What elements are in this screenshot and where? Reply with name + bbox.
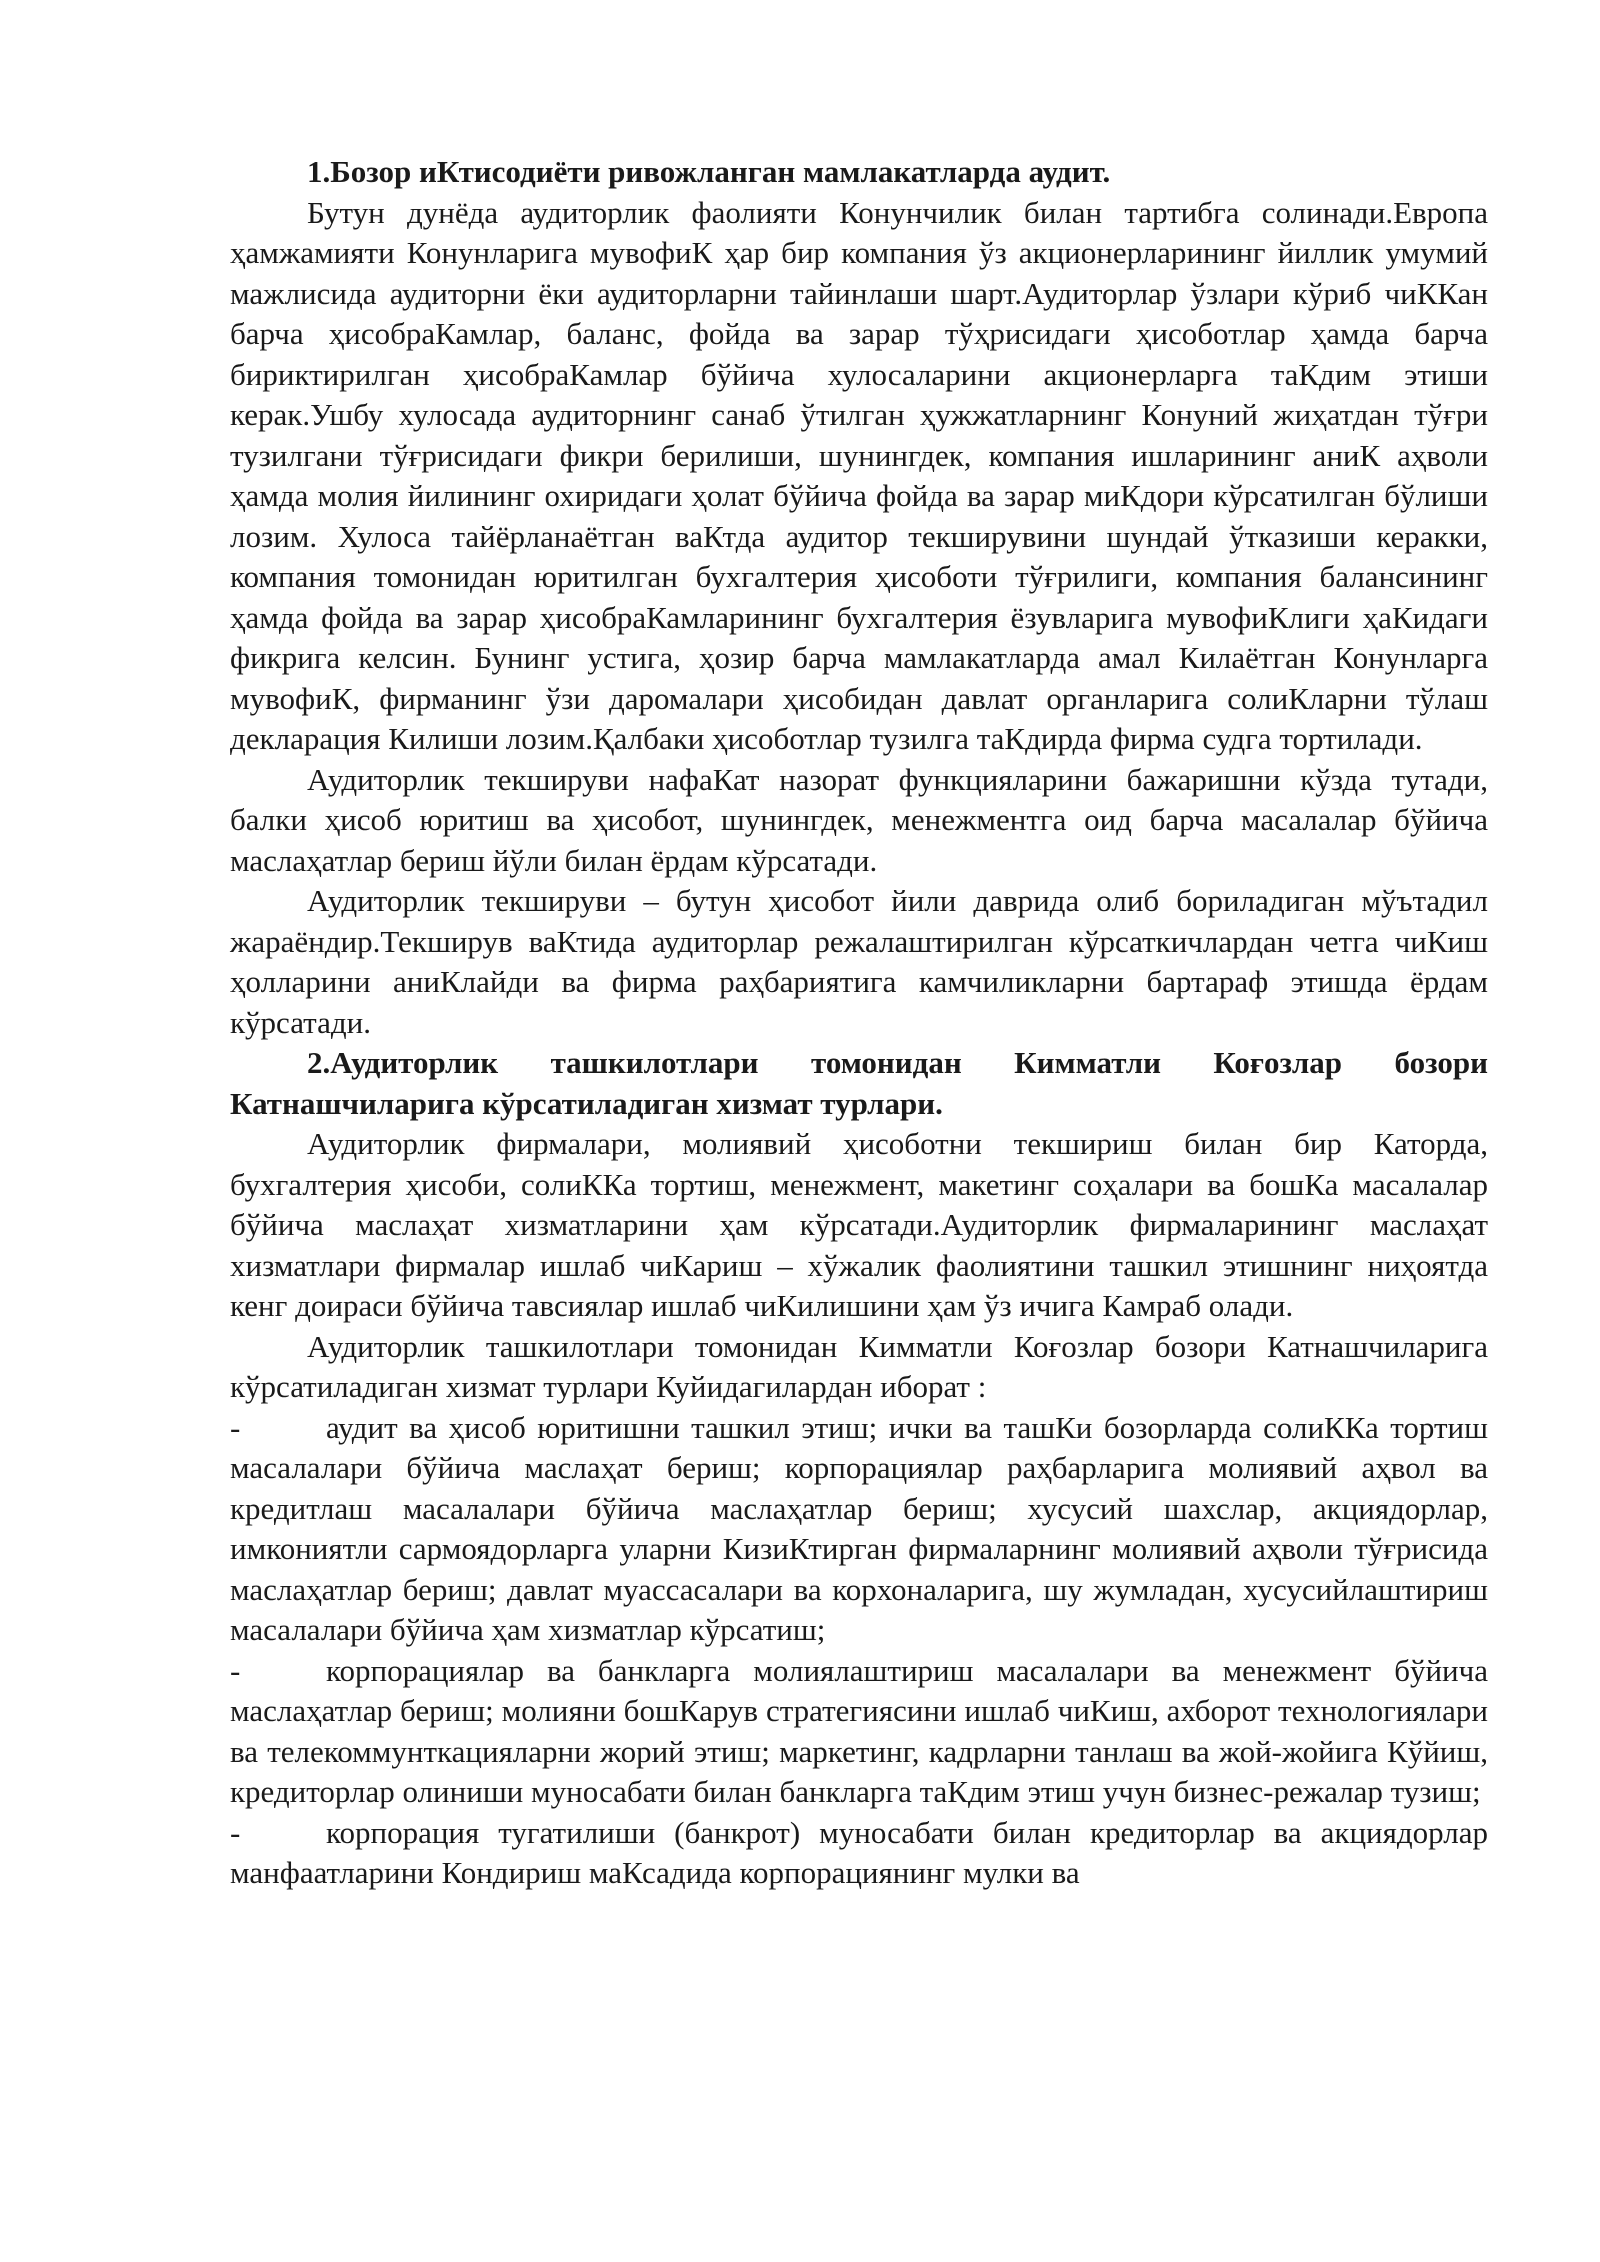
document-page — [230, 152, 1488, 1894]
list-dash: - — [230, 1652, 241, 1688]
list-item — [230, 1651, 1488, 1813]
section-heading-2: 2.Аудиторлик ташкилотлари томонидан Кимматли Коғозлар бозори Катнашчиларига кўрсатиладиган хизмат турлари. — [230, 1045, 1488, 1121]
list-dash: - — [230, 1814, 241, 1850]
paragraph: Аудиторлик ташкилотлари томонидан Кимматли Коғозлар бозори Катнашчиларига кўрсатиладиган хизмат турлари Куйидагилардан иборат : — [230, 1328, 1488, 1404]
list-item-text: корпорация тугатилиши (банкрот) муносабати билан кредиторлар ва акциядорлар манфаатларини Кондириш маКсадида корпорациянинг мулки ва — [230, 1814, 1488, 1890]
list-dash: - — [230, 1409, 241, 1445]
paragraph: Аудиторлик текшируви – бутун ҳисобот йили даврида олиб бориладиган мўътадил жараёндир.Текширув ваКтида аудиторлар режалаштирилган кўрсаткичлардан четга чиКиш ҳолларини аниКлайди ва фирма раҳбариятига камчиликларни бартараф этишда ёрдам кўрсатади. — [230, 883, 1488, 1040]
list-item — [230, 1813, 1488, 1894]
list-item-text: аудит ва ҳисоб юритишни ташкил этиш; ички ва ташКи бозорларда солиККа тортиш масалалари бўйича маслаҳат бериш; корпорациялар раҳбарларига молиявий аҳвол ва кредитлаш масалалари бўйича маслаҳатлар бериш; хусусий шахслар, акциядорлар, имкониятли сармоядорларга уларни КизиКтирган фирмаларнинг молиявий аҳволи тўғрисида маслаҳатлар бериш; давлат муассасалари ва корхоналарига, шу жумладан, хусусийлаштириш масалалари бўйича ҳам хизматлар кўрсатиш; — [230, 1409, 1488, 1647]
section-heading-1: 1.Бозор иКтисодиёти ривожланган мамлакатларда аудит. — [307, 154, 1111, 189]
paragraph: Бутун дунёда аудиторлик фаолияти Конунчилик билан тартибга солинади.Европа ҳамжамияти Конунларига мувофиК ҳар бир компания ўз акционерларининг йиллик умумий мажлисида аудиторни ёки аудиторларни тайинлаши шарт.Аудиторлар ўзлари кўриб чиККан барча ҳисобраКамлар, баланс, фойда ва зарар тўҳрисидаги ҳисоботлар ҳамда барча бириктирилган ҳисобраКамлар бўйича хулосаларини акционерларга таКдим этиши керак.Ушбу хулосада аудиторнинг санаб ўтилган ҳужжатларнинг Конуний жиҳатдан тўғри тузилгани тўғрисидаги фикри берилиши, шунингдек, компания ишларининг аниК аҳволи ҳамда молия йилининг охиридаги ҳолат бўйича фойда ва зарар миКдори кўрсатилган бўлиши лозим. Хулоса тайёрланаётган ваКтда аудитор текширувини шундай ўтказиши керакки, компания томонидан юритилган бухгалтерия ҳисоботи тўғрилиги, компания балансининг ҳамда фойда ва зарар ҳисобраКамларининг бухгалтерия ёзувларига мувофиКлиги ҳаКидаги фикрига келсин. Бунинг устига, ҳозир барча мамлакатларда амал Килаётган Конунларга мувофиК, фирманинг ўзи даромалари ҳисобидан давлат органларига солиКларни тўлаш декларация Килиши лозим.Қалбаки ҳисоботлар тузилга таКдирда фирма судга тортилади. — [230, 194, 1488, 756]
paragraph: Аудиторлик фирмалари, молиявий ҳисоботни текшириш билан бир Каторда, бухгалтерия ҳисоби, солиККа тортиш, менежмент, макетинг соҳалари ва бошКа масалалар бўйича маслаҳат хизматларини ҳам кўрсатади.Аудиторлик фирмаларининг маслаҳат хизматлари фирмалар ишлаб чиКариш – хўжалик фаолиятини ташкил этишнинг ниҳоятда кенг доираси бўйича тавсиялар ишлаб чиКилишини ҳам ўз ичига Камраб олади. — [230, 1126, 1488, 1323]
list-item-text: корпорациялар ва банкларга молиялаштириш масалалари ва менежмент бўйича маслаҳатлар бериш; молияни бошКарув стратегиясини ишлаб чиКиш, ахборот технологиялари ва телекоммунткацияларни жорий этиш; маркетинг, кадрларни танлаш ва жой-жойига Кўйиш, кредиторлар олиниши муносабати билан банкларга таКдим этиш учун бизнес-режалар тузиш; — [230, 1652, 1488, 1809]
paragraph: Аудиторлик текшируви нафаКат назорат функцияларини бажаришни кўзда тутади, балки ҳисоб юритиш ва ҳисобот, шунингдек, менежментга оид барча масалалар бўйича маслаҳатлар бериш йўли билан ёрдам кўрсатади. — [230, 761, 1488, 878]
list-item — [230, 1408, 1488, 1651]
